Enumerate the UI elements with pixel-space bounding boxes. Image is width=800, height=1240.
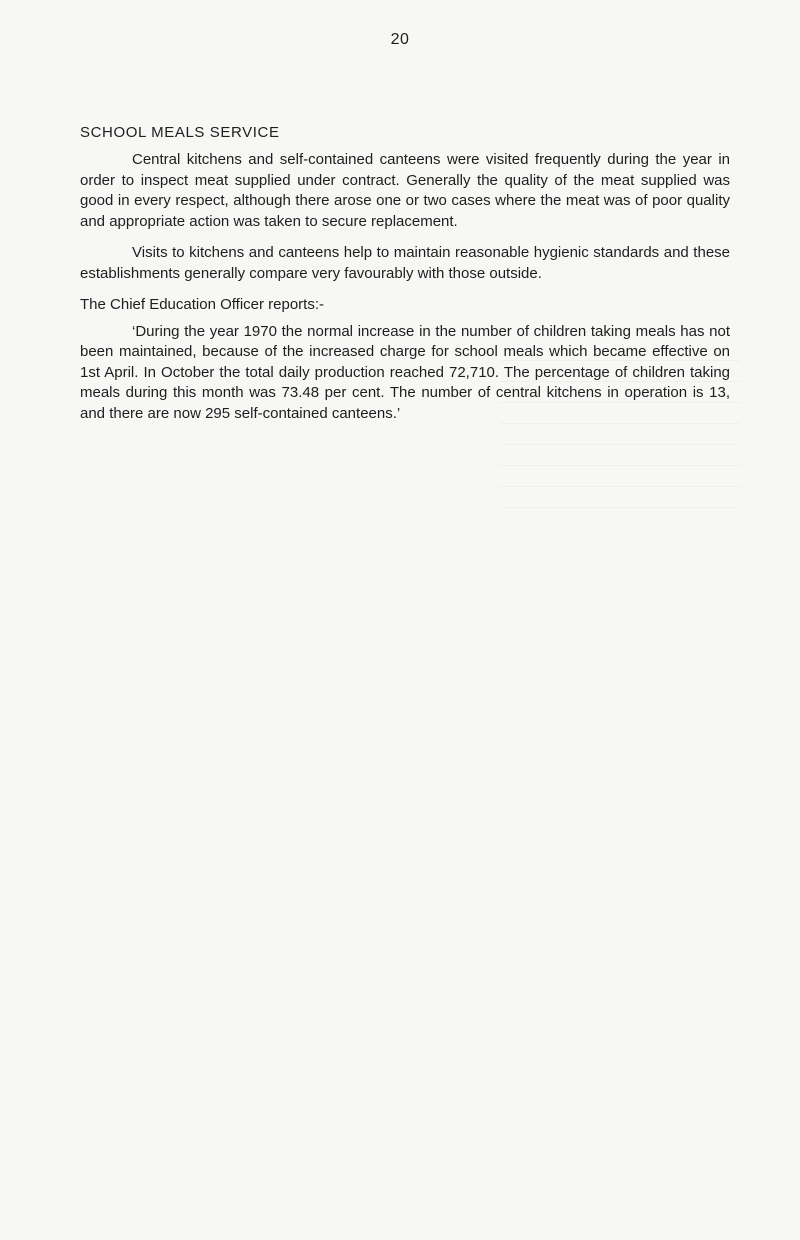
page-number: 20 xyxy=(390,31,410,48)
section-body xyxy=(80,150,730,435)
show-through-texture xyxy=(500,360,740,860)
paragraph-officer-intro: The Chief Education Officer reports:- xyxy=(80,296,324,313)
section-heading: SCHOOL MEALS SERVICE xyxy=(80,124,280,141)
paragraph-officer-report: ‘During the year 1970 the normal increase in the number of children taking meals has not been maintained, because of the increased charge for school meals which became effective on 1st April. In October the total daily production reached 72,710. The percentage of children taking meals during this month was 73.48 per cent. The number of central kitchens in operation is 13, and there are now 295 self-contained canteens.’ xyxy=(80,322,730,422)
paragraph-kitchen-visits: Visits to kitchens and canteens help to maintain reasonable hygienic standards and these establishments generally compare very favourably with those outside. xyxy=(80,244,730,282)
paragraph-meat-inspection: Central kitchens and self-contained canteens were visited frequently during the year in order to inspect meat supplied under contract. Generally the quality of the meat supplied was good in every respect, although there arose one or two cases where the meat was of poor quality and appropriate action was taken to secure replacement. xyxy=(80,151,730,230)
